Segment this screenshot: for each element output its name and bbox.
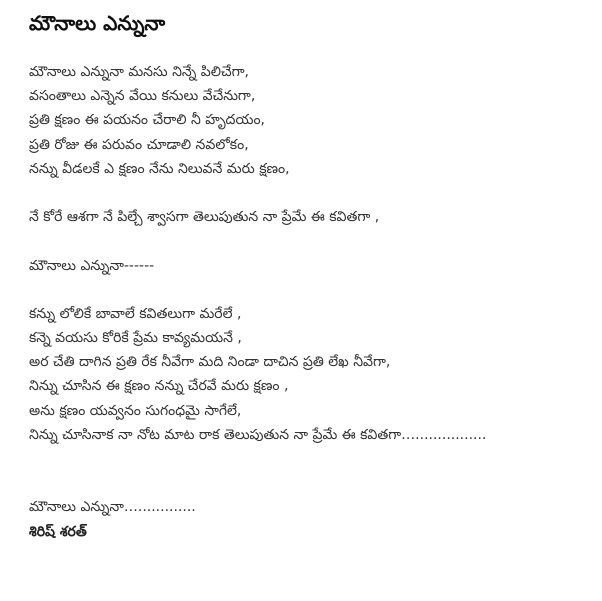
- author-signature: శిరిష్ శరత్: [29, 523, 87, 540]
- poem-line: అను క్షణం యవ్వనం సుగంధమై సాగేలే,: [29, 402, 242, 419]
- stanza-1: [29, 60, 594, 181]
- stanza-gap: [29, 229, 594, 253]
- stanza-gap: [29, 181, 594, 205]
- poem-line: నిన్ను చూసినాక నా నోట మాట రాక తెలుపుతున నా ప్రేమే ఈ కవితగా…................: [29, 426, 487, 443]
- stanza-gap: [29, 278, 594, 302]
- poem-line: ప్రతి క్షణం ఈ పయనం చేరాలి నీ హృదయం,: [29, 112, 265, 129]
- poem-body: [29, 60, 594, 544]
- poem-line: నన్ను వీడలకే ఎ క్షణం నేను నిలువనే మరు క్షణం,: [29, 160, 290, 177]
- poem-line: నే కోరే ఆశగా నే పిల్చే శ్వాసగా తెలుపుతున నా ప్రేమే ఈ కవితగా ,: [29, 209, 380, 226]
- poem-line: మౌనాలు ఎన్నునా మనసు నిన్నే పిలిచేగా,: [29, 64, 249, 80]
- poem-line: ప్రతి రోజు ఈ పరువం చూడాలి నవలోకం,: [29, 136, 249, 153]
- refrain-line: మౌనాలు ఎన్నునా….............: [29, 499, 196, 516]
- poem-line: కన్ను లోలికే బావాలే కవితలుగా మరేలే ,: [29, 305, 242, 322]
- poem-line: కన్నె వయసు కోరికే ప్రేమ కావ్యమయనే ,: [29, 330, 242, 347]
- poem-line: అర చేతి దాగిన ప్రతి రేక నీవేగా మది నిండా దాచిన ప్రతి లేఖ నీవేగా,: [29, 354, 391, 371]
- poem-title: మౌనాలు ఎన్నునా: [29, 11, 166, 35]
- poem-line: వసంతాలు ఎన్నెన వేయి కనులు వేచేనుగా,: [29, 88, 256, 105]
- stanza-gap: [29, 447, 594, 495]
- poem-line: నిన్ను చూసిన ఈ క్షణం నన్ను చేరవే మరు క్షణం ,: [29, 378, 289, 395]
- refrain-line: మౌనాలు ఎన్నునా------: [29, 257, 155, 274]
- stanza-2: [29, 302, 594, 447]
